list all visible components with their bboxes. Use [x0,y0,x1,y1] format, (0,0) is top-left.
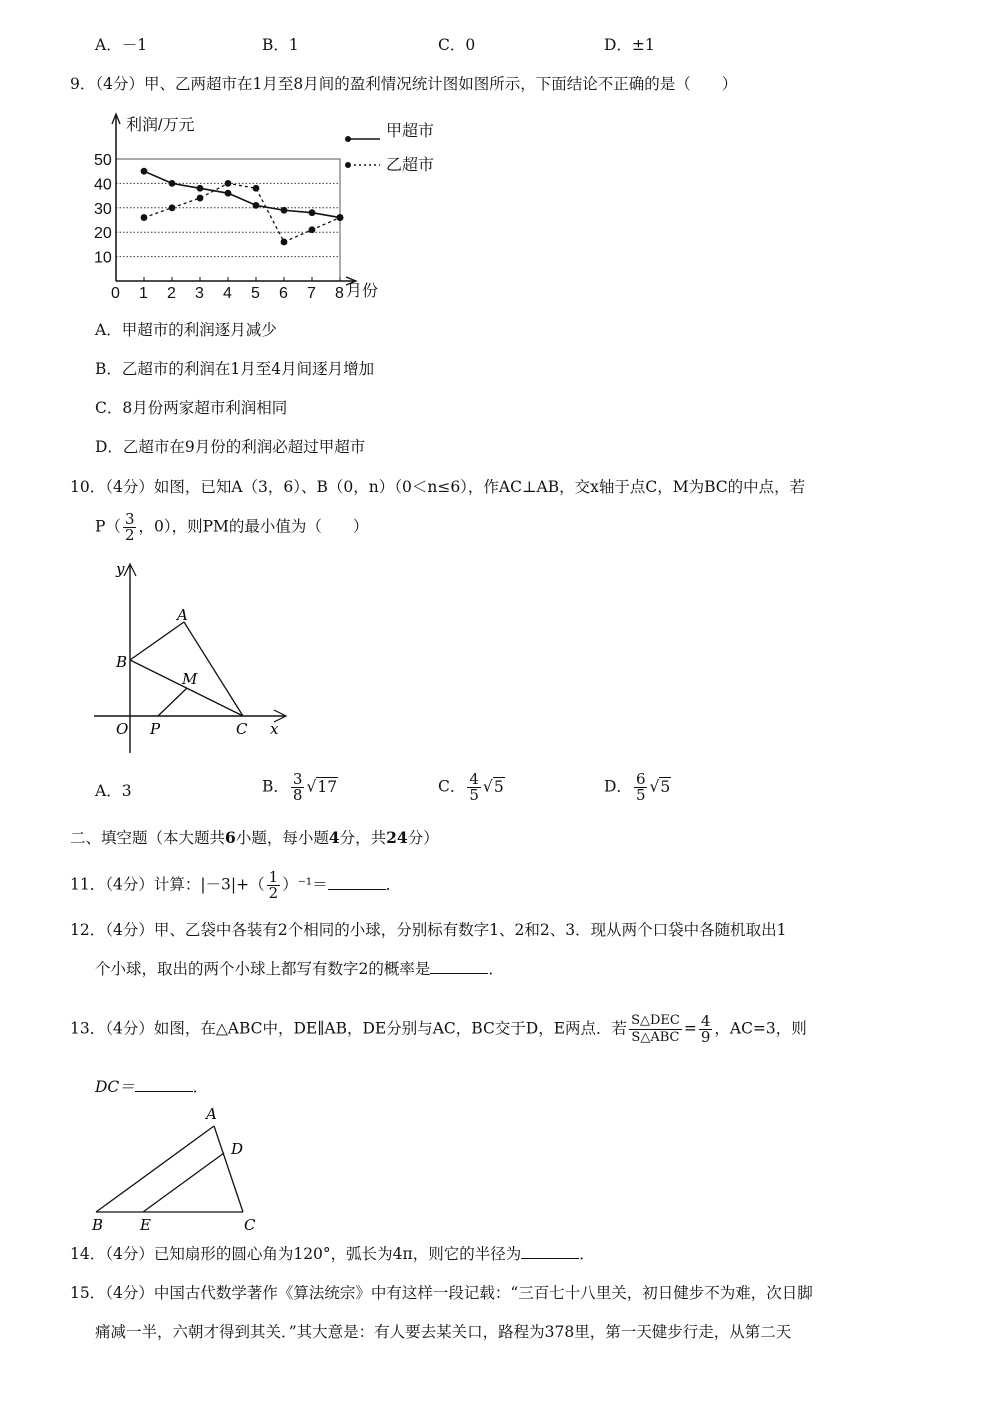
q13-line2 [95,1076,208,1098]
q10-option-b-prefix: B． [262,777,289,796]
q11-exp: ）⁻¹＝ [282,875,328,894]
q10-option-c-den: 5 [469,786,479,804]
q11-answer-blank[interactable] [328,875,386,890]
legend-marker-b [345,162,351,168]
q10-option-b-root: 17 [317,777,338,796]
q15-line2: 痛减一半，六朝才得到其关．”其大意是：有人要去某关口，路程为378里，第一天健步行走，从第二天 [95,1323,792,1341]
q10-option-d [604,772,671,803]
q14-stem [70,1243,595,1265]
q10-stem-line1: 10．（4分）如图，已知A（3，6）、B（0，n）（0＜n≤6），作AC⊥AB，交x轴于点C，M为BC的中点，若 [70,478,806,496]
section-2-count: 6 [225,828,236,847]
y-tick-label-30: 30 [94,200,112,218]
q14-answer-blank[interactable] [521,1244,579,1259]
series-1-point-4 [225,190,232,197]
q10-option-d-den: 5 [635,786,646,804]
q10-label-b: B [116,653,128,671]
y-tick-label-10: 10 [94,249,112,267]
series-1-point-3 [197,185,204,192]
series-2-point-6 [281,239,288,246]
q12-line2 [95,958,504,980]
q10-label-y: y [116,560,125,578]
section-2-points-each: 4 [328,828,340,847]
q10-p-prefix: P（ [95,517,121,536]
section-2-pre: 二、填空题（本大题共 [70,829,226,847]
q13-line2-text: DC＝ [95,1078,135,1096]
q11-stem [70,870,401,901]
q13-label-c: C [244,1216,256,1234]
q10-option-d-num: 6 [635,770,646,788]
q10-label-p: P [150,720,161,738]
q10-segment-ba [130,622,184,660]
series-2-point-4 [225,180,232,187]
q10-option-d-fraction [634,772,648,803]
q10-option-c-root: 5 [493,777,504,796]
q13-post: ，AC=3，则 [714,1019,807,1038]
chart-series [141,168,344,246]
q10-frac-num: 3 [124,510,135,528]
q9-option-a: A．甲超市的利润逐月减少 [95,321,277,339]
q13-area-fraction [629,1013,682,1046]
q8-option-d: D．±1 [604,36,655,54]
q13-ratio-den: 9 [700,1028,711,1046]
q13-answer-blank[interactable] [135,1077,193,1092]
section-2-mid1: 小题，每小题 [235,829,329,847]
legend-label-a: 甲超市 [386,123,435,140]
q10-option-b [262,772,338,803]
q10-option-a: A．3 [95,782,132,800]
q9-option-c: C．8月份两家超市利润相同 [95,399,288,417]
q10-label-a: A [177,606,188,624]
q13-ratio-fraction [699,1014,713,1045]
x-tick-label-8: 8 [335,285,344,302]
q10-frac-den: 2 [124,526,135,544]
x-tick-label-2: 2 [167,285,176,302]
series-2-point-5 [253,185,260,192]
x-tick-label-0: 0 [111,285,120,302]
q13-segment-de [143,1153,224,1212]
x-tick-label-5: 5 [251,285,260,302]
q12-line1: 12．（4分）甲、乙袋中各装有2个相同的小球，分别标有数字1、2和2、3．现从两个口袋中各随机取出1 [70,921,787,939]
x-tick-label-1: 1 [139,285,148,302]
series-2-point-1 [141,214,148,221]
y-tick-label-20: 20 [94,225,112,243]
q10-option-b-num: 3 [292,770,303,788]
q13-end: ． [192,1078,209,1096]
q8-option-b: B．1 [262,36,299,54]
q12-post: ． [488,960,504,978]
q13-label-d: D [231,1140,244,1158]
q11-fraction [267,870,281,901]
q10-option-c-fraction [467,772,481,803]
q12-line2-text: 个小球，取出的两个小球上都写有数字2的概率是 [95,960,431,978]
radical-icon: √ [482,777,493,796]
section-2-post: 分） [407,829,439,847]
q13-area-den: S△ABC [631,1030,680,1045]
q13-eq: = [683,1019,697,1038]
series-1-point-7 [309,209,316,216]
q13-area-num: S△DEC [631,1013,680,1028]
series-2-point-3 [197,195,204,202]
q10-option-c [438,772,505,803]
x-tick-label-7: 7 [307,285,316,302]
chart-legend [345,121,434,174]
series-1-point-6 [281,207,288,214]
radical-icon: √ [649,777,660,796]
chart-tick-labels [94,152,344,302]
q10-option-d-prefix: D． [604,777,632,796]
series-1-point-1 [141,168,148,175]
series-1-point-2 [169,180,176,187]
q9-option-d: D．乙超市在9月份的利润必超过甲超市 [95,438,366,456]
q11-pre: 11．（4分）计算：|－3|+（ [70,875,265,894]
chart-xlabel: 月份 [346,283,379,300]
series-1-point-5 [253,202,260,209]
x-tick-label-4: 4 [223,285,232,302]
q14-pre: 14．（4分）已知扇形的圆心角为120°，弧长为4π，则它的半径为 [70,1245,522,1263]
q11-post: ． [385,875,402,894]
x-tick-label-3: 3 [195,285,204,302]
q11-den: 2 [268,884,279,902]
q10-option-d-root: 5 [660,777,671,796]
q9-line-chart [90,108,460,304]
series-2-point-2 [169,204,176,211]
q10-option-c-num: 4 [469,770,479,788]
q9-stem: 9．（4分）甲、乙两超市在1月至8月间的盈利情况统计图如图所示，下面结论不正确的是（ ） [70,75,738,93]
series-2-point-8 [337,214,344,221]
y-tick-label-40: 40 [94,176,112,194]
y-tick-label-50: 50 [94,152,112,169]
q10-stem-tail: ，0），则PM的最小值为（ ） [138,517,369,536]
q8-option-a: A．－1 [95,36,148,54]
q10-label-o: O [116,720,129,738]
q8-option-c: C．0 [438,36,476,54]
q10-coordinate-figure [90,558,300,758]
q10-label-x: x [270,720,279,738]
q10-option-b-den: 8 [292,786,303,804]
q9-option-b: B．乙超市的利润在1月至4月间逐月增加 [95,360,375,378]
x-tick-label-6: 6 [279,285,288,302]
q13-pre: 13．（4分）如图，在△ABC中，DE∥AB，DE分别与AC，BC交于D，E两点．若 [70,1019,628,1038]
q10-option-b-fraction [291,772,305,803]
series-2-point-7 [309,226,316,233]
q13-triangle-figure [88,1100,268,1235]
chart-frame [116,159,340,281]
q10-label-c: C [236,720,248,738]
q13-label-a: A [206,1105,217,1123]
chart-ylabel: 利润/万元 [126,117,195,134]
q10-segment-pm [158,688,187,716]
section-2-total: 24 [386,828,408,847]
q10-stem-line2 [95,512,368,543]
q13-line1 [70,1013,807,1046]
q13-side-ac [214,1126,243,1212]
q13-ratio-num: 4 [700,1012,711,1030]
q14-post: ． [579,1245,595,1263]
q11-num: 1 [268,868,279,886]
legend-label-b: 乙超市 [386,157,435,174]
q13-side-ba [96,1126,214,1212]
q10-option-c-prefix: C． [438,777,466,796]
q10-p-fraction [123,512,137,543]
q10-label-m: M [182,670,198,688]
q13-label-b: B [92,1216,104,1234]
chart-axes [112,114,356,285]
radical-icon: √ [306,777,317,796]
q15-line1: 15．（4分）中国古代数学著作《算法统宗》中有这样一段记载：“三百七十八里关，初日健步不为难，次日脚 [70,1284,813,1302]
q13-label-e: E [140,1216,151,1234]
section-2-mid2: 分，共 [339,829,387,847]
section-2-heading [70,827,439,849]
q12-answer-blank[interactable] [430,959,488,974]
